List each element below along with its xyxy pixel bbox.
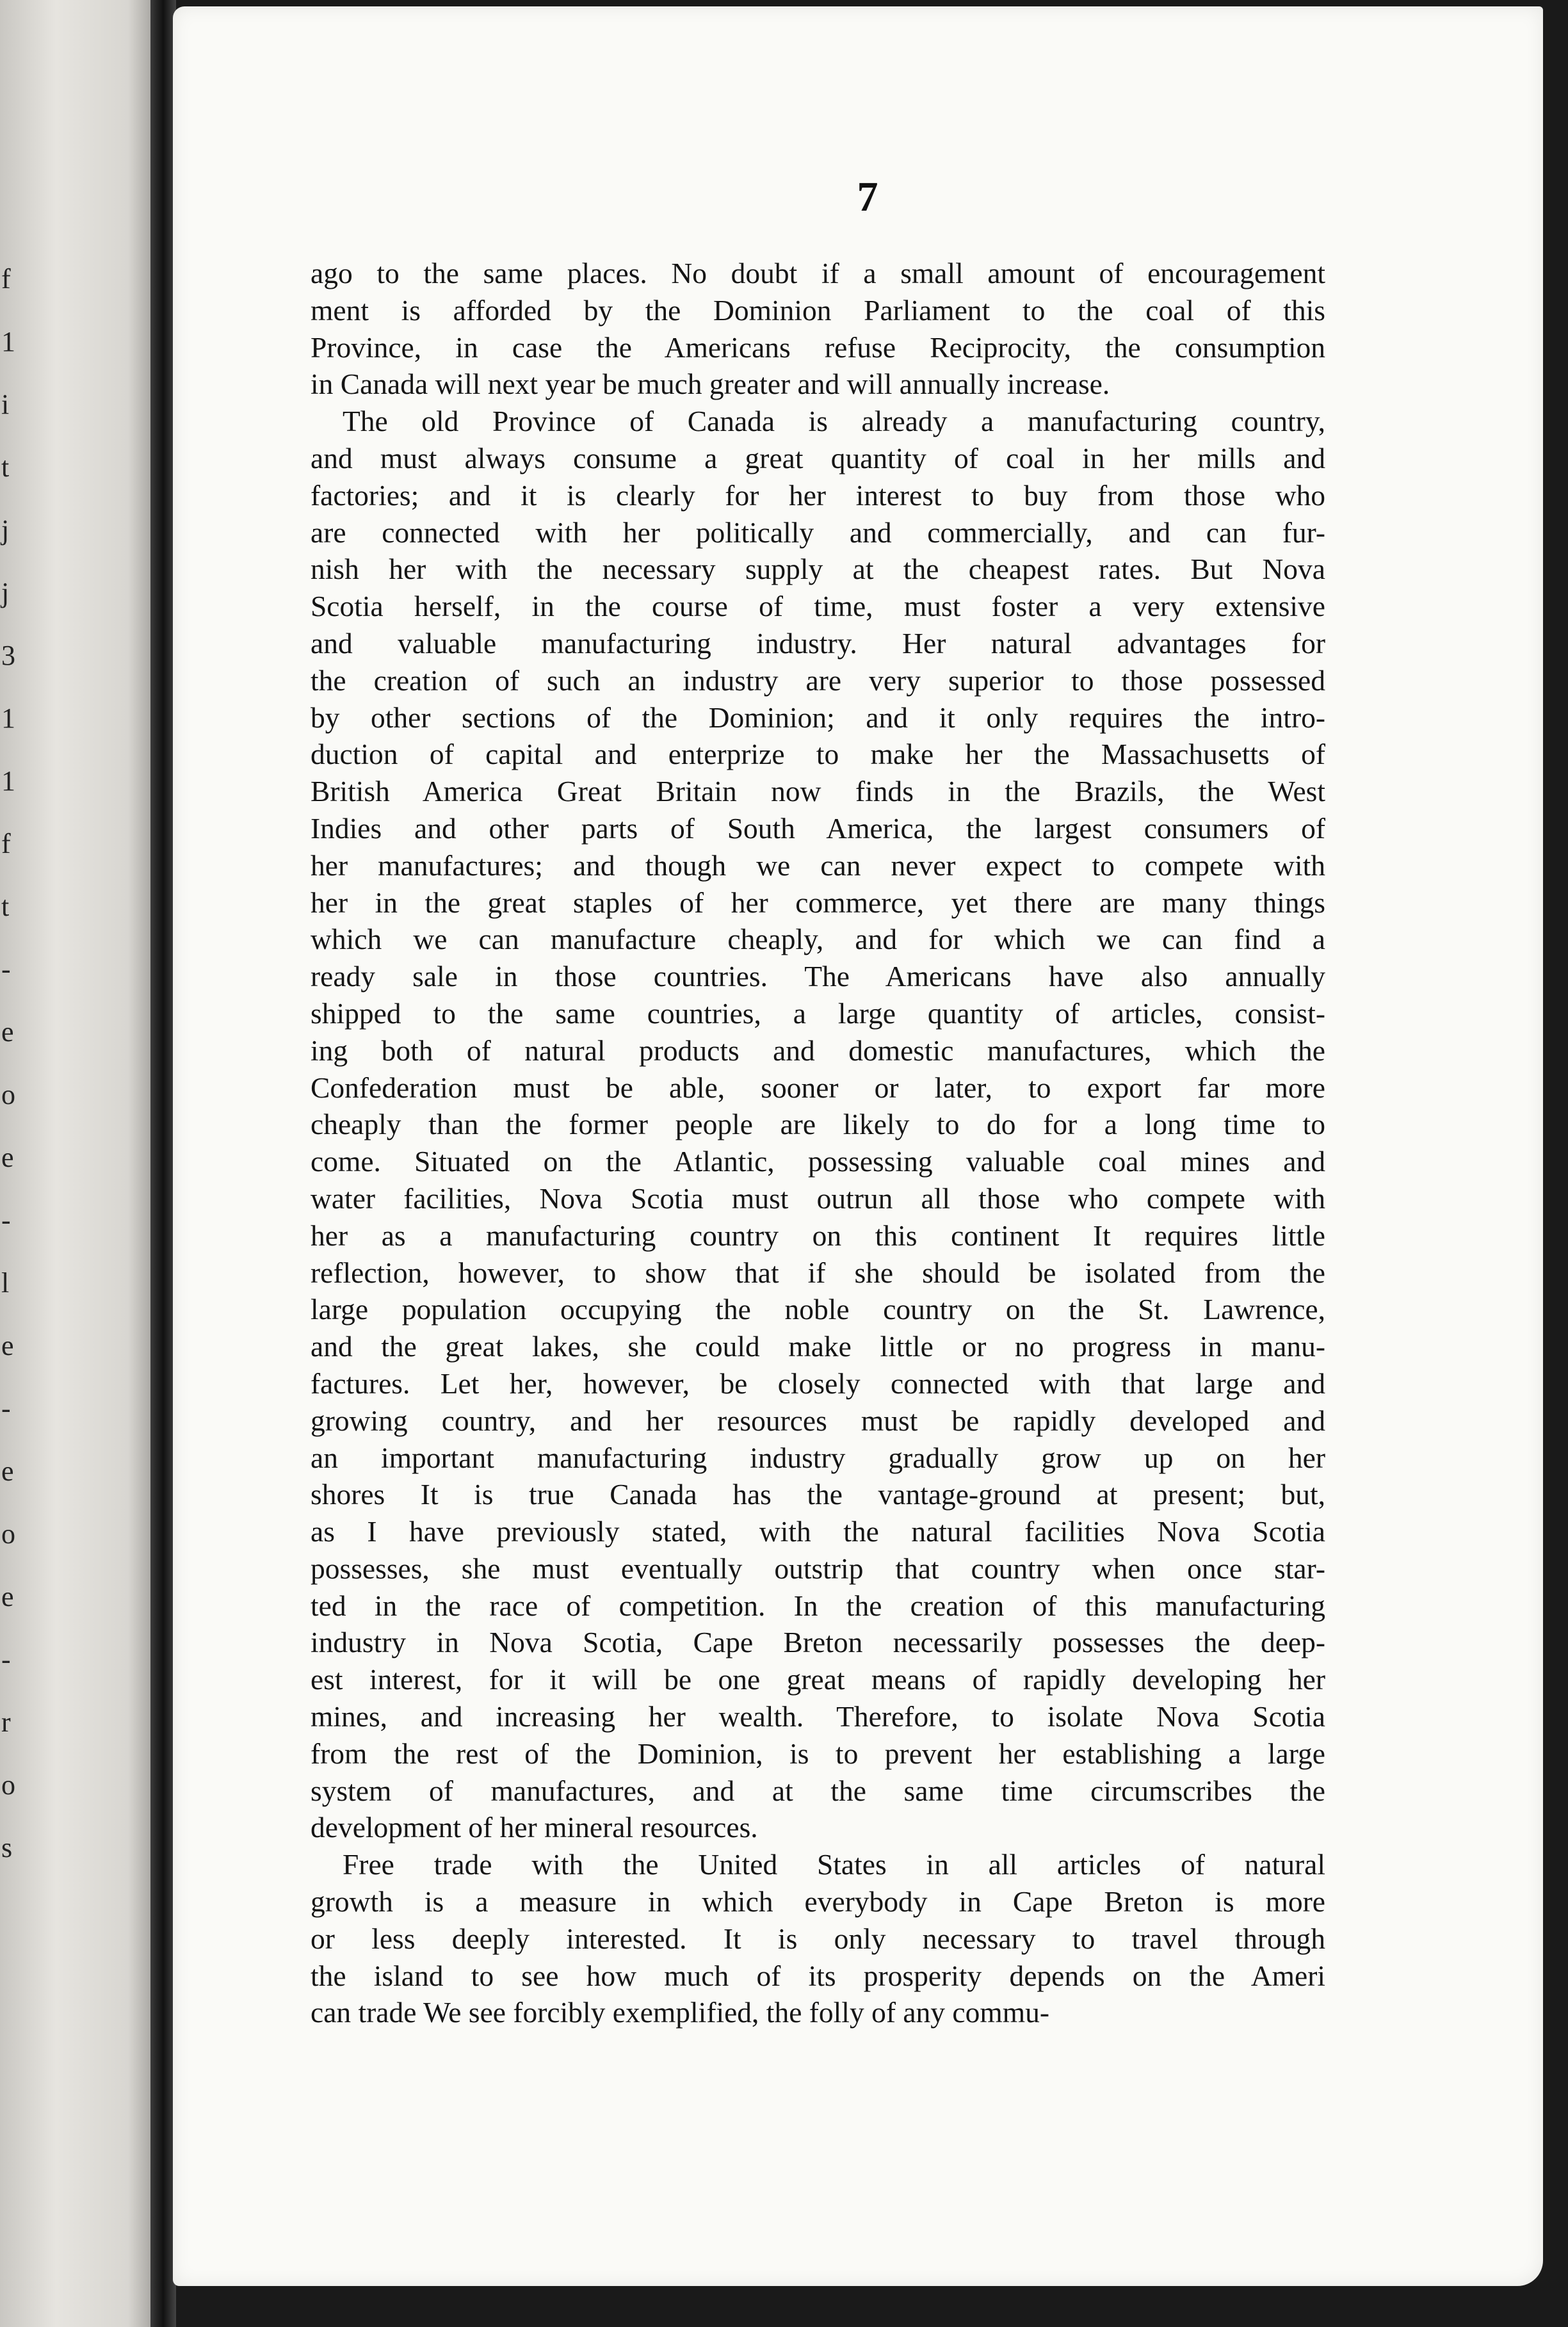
margin-fragment: j [1, 514, 10, 546]
text-line: nish her with the necessary supply at the cheapest rates. But Nova [311, 553, 1325, 586]
paragraph [311, 255, 1325, 403]
text-line: growth is a measure in which everybody in Cape Breton is more [311, 1885, 1325, 1918]
margin-fragment: - [1, 1204, 11, 1236]
text-line: from the rest of the Dominion, is to prevent her establishing a large [311, 1737, 1325, 1770]
paragraph [311, 1846, 1325, 2031]
text-line: are connected with her politically and commercially, and can fur- [311, 515, 1325, 549]
text-line: possesses, she must eventually outstrip that country when once star- [311, 1552, 1325, 1585]
margin-fragment: f [1, 263, 11, 295]
margin-fragment: - [1, 953, 11, 985]
text-line: large population occupying the noble country on the St. Lawrence, [311, 1293, 1325, 1326]
text-line: The old Province of Canada is already a manufacturing country, [343, 405, 1325, 438]
text-line: and must always consume a great quantity of coal in her mills and [311, 441, 1325, 474]
previous-page-text-fragments [0, 0, 19, 2327]
margin-fragment: t [1, 891, 10, 922]
margin-fragment: o [1, 1079, 15, 1110]
text-line: Indies and other parts of South America, the largest consumers of [311, 811, 1325, 845]
text-line: in Canada will next year be much greater and will annually increase. [311, 368, 1110, 401]
text-line: as I have previously stated, with the natural facilities Nova Scotia [311, 1515, 1325, 1548]
margin-fragment: 3 [1, 640, 15, 671]
margin-fragment: - [1, 1393, 11, 1424]
text-line: Free trade with the United States in all articles of natural [343, 1848, 1325, 1881]
book-gutter [150, 0, 176, 2327]
text-line: water facilities, Nova Scotia must outrun all those who compete with [311, 1181, 1325, 1215]
text-line: Province, in case the Americans refuse Reciprocity, the consumption [311, 330, 1325, 364]
paragraph [311, 403, 1325, 1846]
text-line: by other sections of the Dominion; and it only requires the intro- [311, 701, 1325, 734]
margin-fragment: e [1, 1455, 14, 1487]
body-text [311, 255, 1325, 2031]
page-number: 7 [857, 174, 878, 220]
text-line: which we can manufacture cheaply, and for which we can find a [311, 923, 1325, 956]
text-line: come. Situated on the Atlantic, possessing valuable coal mines and [311, 1145, 1325, 1178]
margin-fragment: i [1, 389, 10, 420]
text-line: British America Great Britain now finds in the Brazils, the West [311, 775, 1325, 808]
margin-fragment: o [1, 1769, 15, 1801]
text-line: est interest, for it will be one great means of rapidly developing her [311, 1663, 1325, 1696]
text-line: system of manufactures, and at the same time circumscribes the [311, 1774, 1325, 1807]
previous-page-edge [0, 0, 160, 2327]
text-line: factories; and it is clearly for her interest to buy from those who [311, 478, 1325, 512]
text-line: mines, and increasing her wealth. Therefore, to isolate Nova Scotia [311, 1700, 1325, 1733]
text-line: cheaply than the former people are likely to do for a long time to [311, 1108, 1325, 1141]
margin-fragment: - [1, 1644, 11, 1675]
text-line: ing both of natural products and domestic manufactures, which the [311, 1034, 1325, 1067]
text-line: ready sale in those countries. The Americans have also annually [311, 960, 1325, 993]
text-line: an important manufacturing industry gradually grow up on her [311, 1441, 1325, 1474]
margin-fragment: 1 [1, 702, 15, 734]
text-line: shores It is true Canada has the vantage-ground at present; but, [311, 1478, 1325, 1511]
text-line: ment is afforded by the Dominion Parliament to the coal of this [311, 293, 1325, 327]
text-line: growing country, and her resources must be rapidly developed and [311, 1404, 1325, 1437]
text-line: or less deeply interested. It is only necessary to travel through [311, 1922, 1325, 1955]
text-line: can trade We see forcibly exemplified, the folly of any commu- [311, 1996, 1050, 2029]
text-line: ago to the same places. No doubt if a small amount of encouragement [311, 257, 1325, 289]
text-line: her in the great staples of her commerce, yet there are many things [311, 886, 1325, 919]
text-line: and the great lakes, she could make little or no progress in manu- [311, 1330, 1325, 1363]
text-line: her manufactures; and though we can never expect to compete with [311, 848, 1325, 882]
margin-fragment: s [1, 1832, 13, 1863]
text-line: the creation of such an industry are very superior to those possessed [311, 663, 1325, 697]
margin-fragment: e [1, 1330, 14, 1361]
margin-fragment: l [1, 1267, 10, 1299]
text-line: ted in the race of competition. In the creation of this manufacturing [311, 1589, 1325, 1622]
text-line: reflection, however, to show that if she should be isolated from the [311, 1256, 1325, 1289]
text-line: development of her mineral resources. [311, 1811, 758, 1844]
margin-fragment: o [1, 1518, 15, 1550]
margin-fragment: t [1, 451, 10, 483]
text-line: Scotia herself, in the course of time, must foster a very extensive [311, 590, 1325, 623]
text-line: shipped to the same countries, a large quantity of articles, consist- [311, 996, 1325, 1030]
text-line: and valuable manufacturing industry. Her natural advantages for [311, 626, 1325, 660]
margin-fragment: 1 [1, 765, 15, 797]
text-line: Confederation must be able, sooner or later, to export far more [311, 1071, 1325, 1104]
text-line: her as a manufacturing country on this continent It requires little [311, 1219, 1325, 1252]
margin-fragment: e [1, 1142, 14, 1173]
margin-fragment: j [1, 577, 10, 608]
margin-fragment: e [1, 1581, 14, 1612]
text-line: industry in Nova Scotia, Cape Breton necessarily possesses the deep- [311, 1626, 1325, 1659]
document-page [173, 6, 1543, 2286]
margin-fragment: 1 [1, 326, 15, 357]
margin-fragment: e [1, 1016, 14, 1048]
text-line: factures. Let her, however, be closely connected with that large and [311, 1366, 1325, 1400]
margin-fragment: r [1, 1707, 11, 1738]
margin-fragment: f [1, 828, 11, 859]
text-line: the island to see how much of its prosperity depends on the Ameri [311, 1959, 1325, 1992]
text-line: duction of capital and enterprize to make her the Massachusetts of [311, 738, 1325, 771]
